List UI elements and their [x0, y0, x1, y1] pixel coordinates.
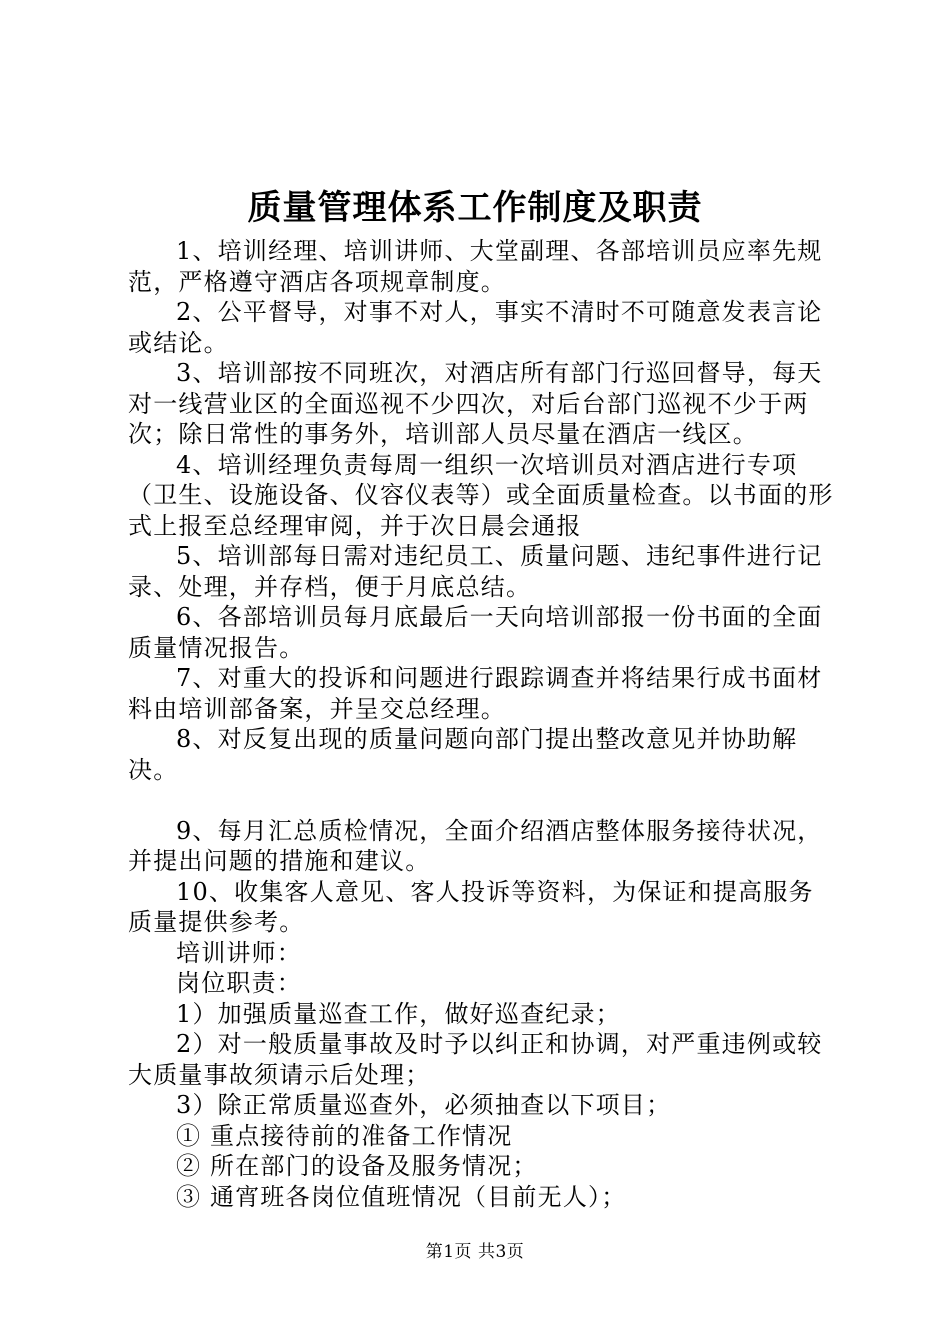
- section-heading-duties: 岗位职责：: [176, 969, 302, 997]
- paragraph-5: 5、培训部每日需对违纪员工、质量问题、违纪事件进行记录、处理，并存档，便于月底总结。: [128, 542, 823, 601]
- section-heading-trainer: 培训讲师：: [176, 938, 302, 967]
- document-title: 质量管理体系工作制度及职责: [247, 188, 703, 228]
- paragraph-2: 2、公平督导，对事不对人，事实不清时不可随意发表言论或结论。: [128, 298, 823, 357]
- duty-item-1: 1）加强质量巡查工作，做好巡查纪录；: [176, 999, 621, 1028]
- paragraph-9: 9、每月汇总质检情况，全面介绍酒店整体服务接待状况，并提出问题的措施和建议。: [128, 816, 823, 875]
- paragraph-7: 7、对重大的投诉和问题进行跟踪调查并将结果行成书面材料由培训部备案，并呈交总经理。: [128, 664, 823, 723]
- blank-line: [128, 785, 836, 816]
- check-item-2: ② 所在部门的设备及服务情况；: [176, 1152, 538, 1180]
- paragraph-3: 3、培训部按不同班次，对酒店所有部门行巡回督导，每天对一线营业区的全面巡视不少四次，对后台部门巡视不少于两次；除日常性的事务外，培训部人员尽量在酒店一线区。: [128, 359, 823, 448]
- check-item-1: ① 重点接待前的准备工作情况: [176, 1121, 513, 1150]
- duty-item-2: 2）对一般质量事故及时予以纠正和协调，对严重违例或较大质量事故须请示后处理；: [128, 1030, 823, 1089]
- check-item-3: ③ 通宵班各岗位值班情况（目前无人）；: [176, 1182, 627, 1211]
- paragraph-10: 10、收集客人意见、客人投诉等资料，为保证和提高服务质量提供参考。: [128, 877, 814, 936]
- page-number: 第1页 共3页: [425, 1242, 525, 1262]
- paragraph-6: 6、各部培训员每月底最后一天向培训部报一份书面的全面质量情况报告。: [128, 603, 823, 662]
- duty-item-3: 3）除正常质量巡查外，必须抽查以下项目；: [176, 1091, 672, 1119]
- paragraph-8: 8、对反复出现的质量问题向部门提出整改意见并协助解决。: [128, 725, 798, 784]
- paragraph-4: 4、培训经理负责每周一组织一次培训员对酒店进行专项（卫生、设施设备、仪容仪表等）或全面质量检查。以书面的形式上报至总经理审阅，并于次日晨会通报: [128, 450, 834, 540]
- paragraph-1: 1、培训经理、培训讲师、大堂副理、各部培训员应率先规范，严格遵守酒店各项规章制度。: [128, 237, 823, 296]
- document-body: [128, 236, 836, 1212]
